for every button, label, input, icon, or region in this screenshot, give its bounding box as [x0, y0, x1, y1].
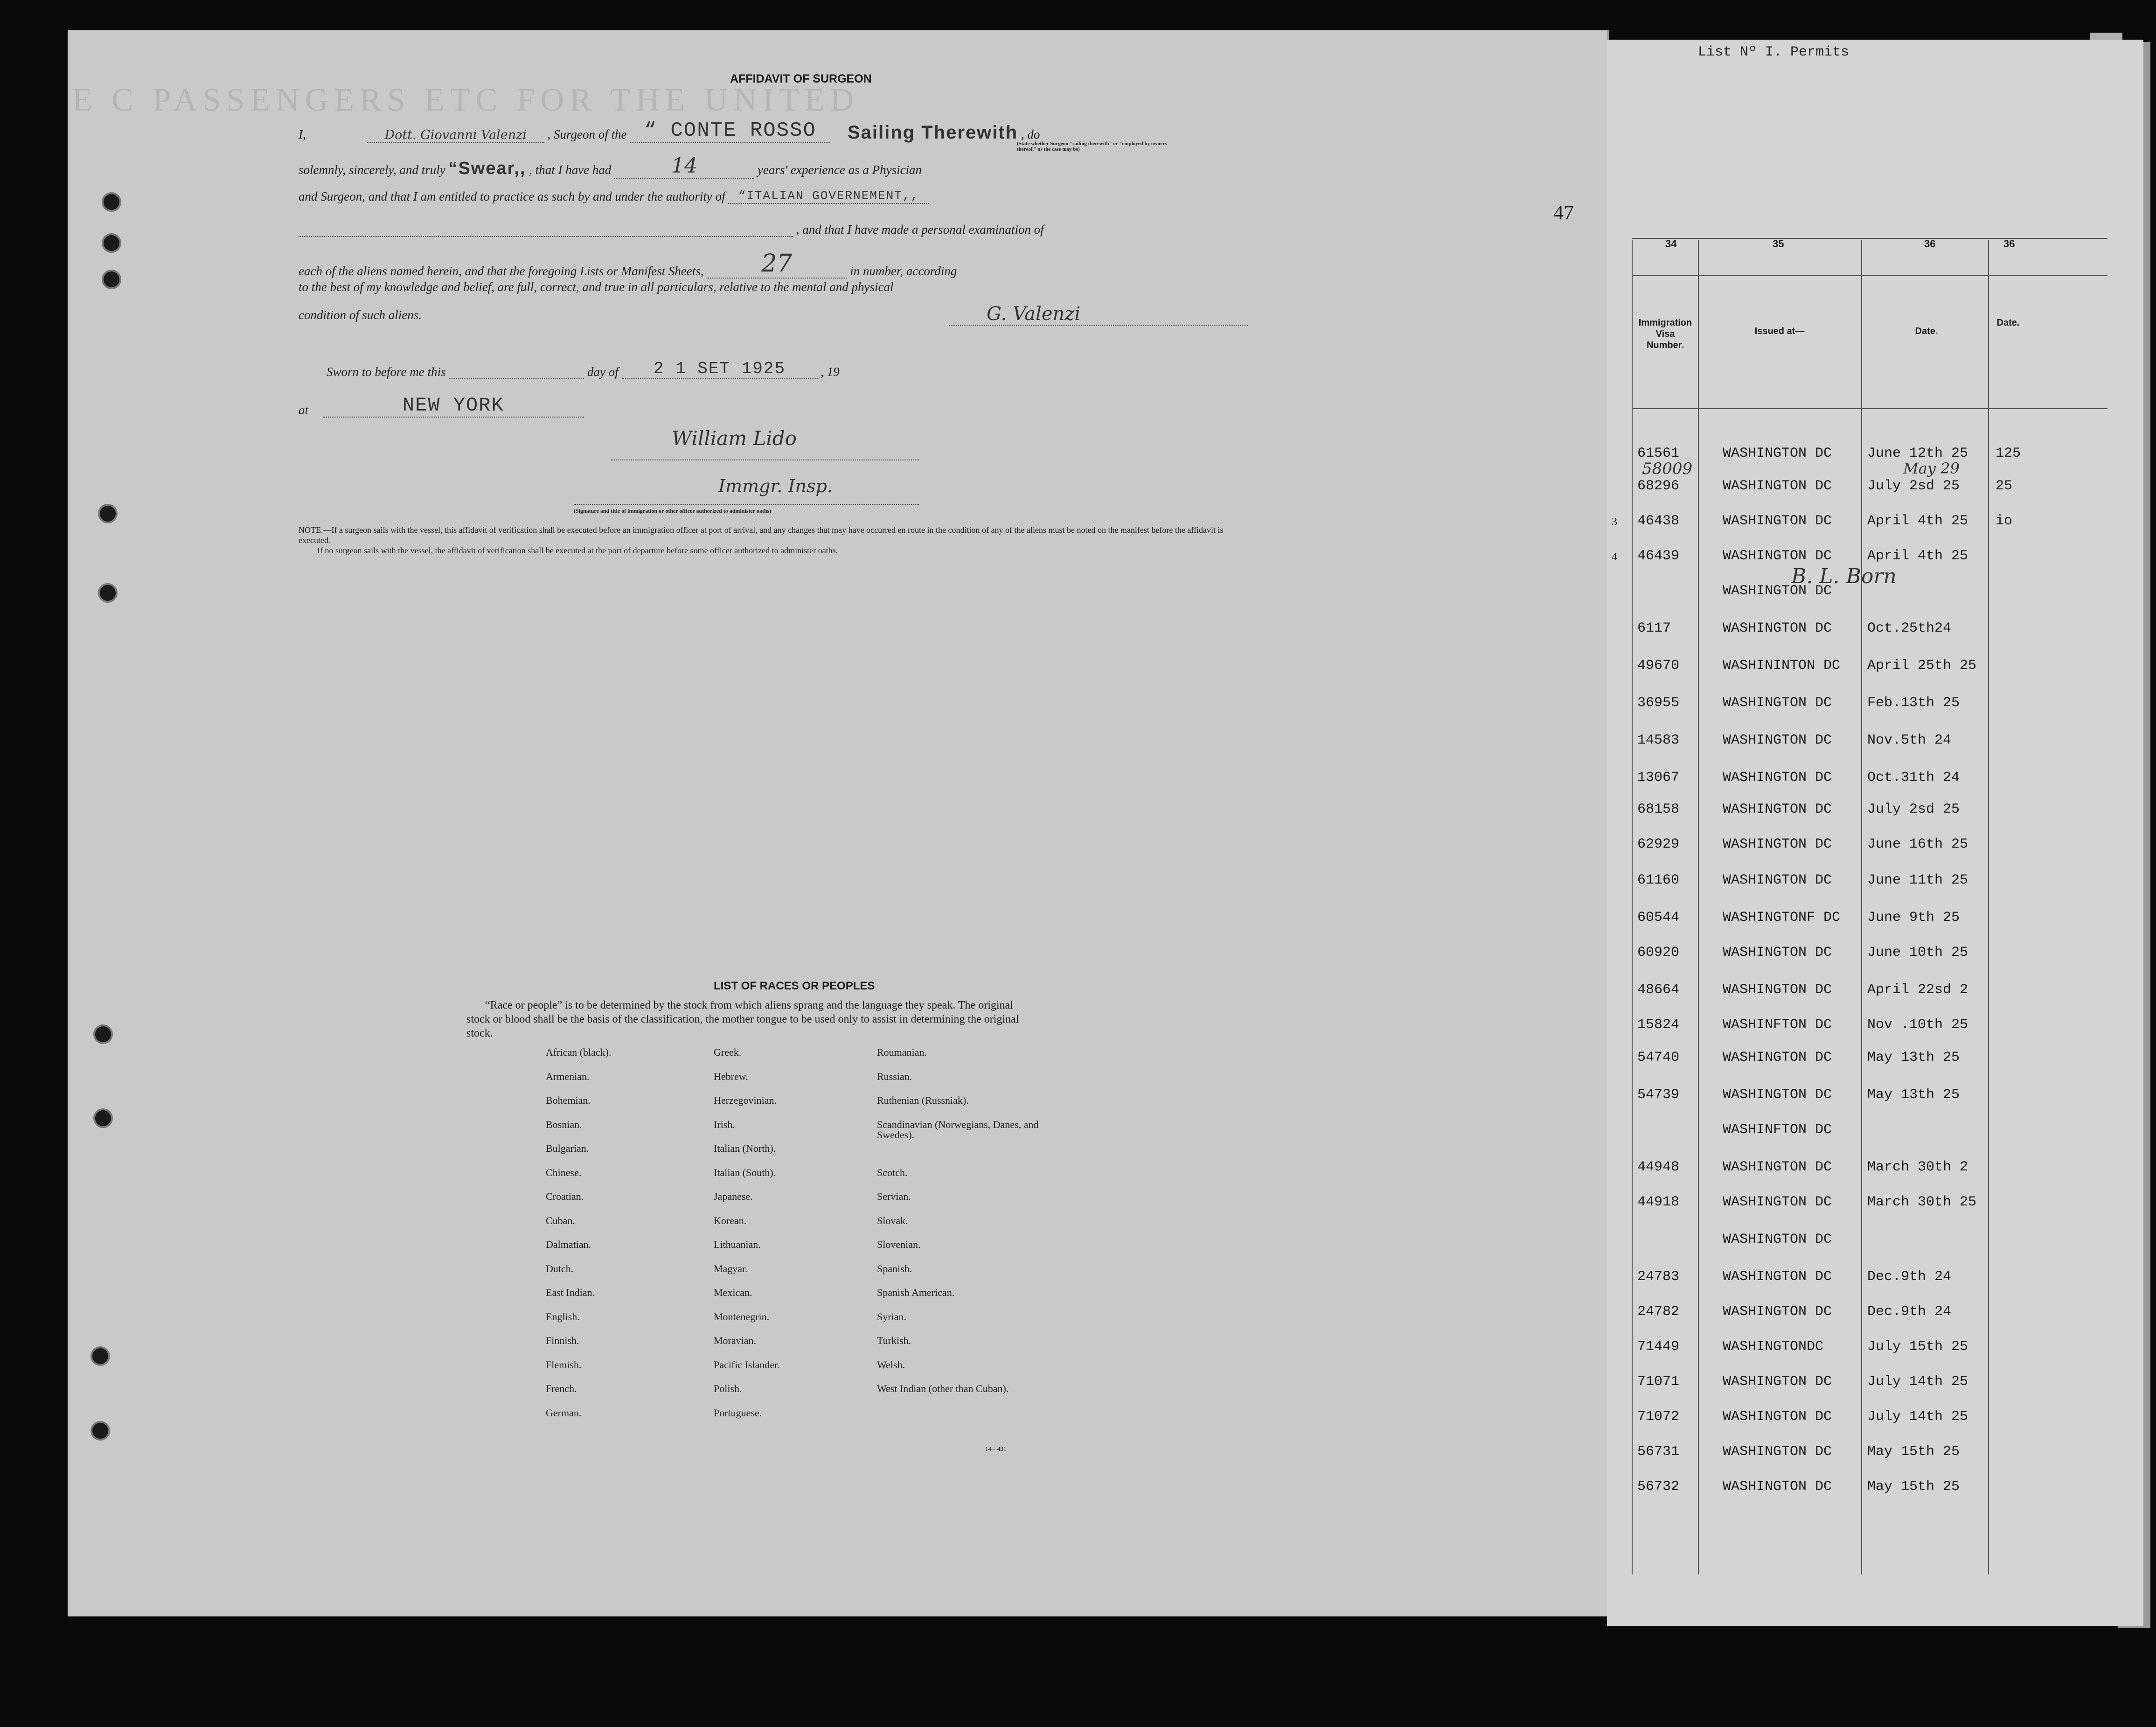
affidavit-note	[299, 525, 1255, 556]
table-row	[1632, 1304, 2145, 1332]
visa-number-cell: 60544	[1637, 910, 1680, 926]
col-number-34: 34	[1665, 238, 1677, 250]
line5-b: in number, according	[850, 264, 957, 278]
visa-number-cell: 61561	[1637, 446, 1680, 461]
table-row	[1632, 1444, 2145, 1472]
race-item: Lithuanian.	[714, 1239, 761, 1250]
col-number-35: 35	[1773, 238, 1784, 250]
punch-hole	[98, 504, 118, 523]
sheets-field: 27	[707, 250, 847, 279]
race-item: Welsh.	[877, 1358, 905, 1371]
date-cell: April 25th 25	[1867, 658, 1977, 674]
issued-at-cell: WASHINFTON DC	[1723, 1017, 1832, 1033]
table-row	[1632, 583, 2145, 611]
place-field: NEW YORK	[323, 394, 584, 418]
punch-hole	[102, 233, 121, 253]
race-item: Scandinavian (Norwegians, Danes, and Swedes).	[877, 1118, 1039, 1141]
table-row	[1632, 910, 2145, 938]
page-number: 47	[1553, 201, 1574, 224]
punch-hole	[90, 1346, 110, 1366]
officer-signature: William Lido	[672, 427, 797, 450]
date-cell: May 15th 25	[1867, 1444, 1960, 1460]
col-header-issued: Issued at—	[1754, 326, 1805, 336]
col-header-date: Date.	[1915, 326, 1938, 336]
visa-number-cell: 71071	[1637, 1374, 1680, 1390]
race-item	[877, 1143, 1054, 1168]
issued-at-cell: WASHINGTON DC	[1723, 548, 1832, 564]
issued-at-cell: WASHINGTON DC	[1723, 945, 1832, 961]
date-cell: July 14th 25	[1867, 1374, 1968, 1390]
issued-at-cell: WASHINGTON DC	[1723, 1159, 1832, 1175]
day-label: day of	[587, 365, 619, 379]
issued-at-cell: WASHINGTON DC	[1723, 583, 1832, 599]
sworn-date-stamp: 2 1 SET 1925	[622, 359, 818, 379]
visa-number-cell: 61160	[1637, 872, 1680, 888]
officer-title: Immgr. Insp.	[718, 476, 833, 496]
issued-at-cell: WASHINGTON DC	[1723, 801, 1832, 817]
note2-text: If no surgeon sails with the vessel, the affidavit of verification shall be executed at the port of departure before some officer authorized to administer oaths.	[317, 546, 838, 555]
header-divider	[1632, 275, 2107, 276]
issued-at-cell: WASHINGTON DC	[1723, 770, 1832, 786]
visa-number-cell: 71072	[1637, 1409, 1680, 1425]
visa-number-cell: 54740	[1637, 1050, 1680, 1065]
race-item: Spanish American.	[877, 1287, 955, 1298]
race-item: Bohemian.	[546, 1094, 591, 1106]
handwritten-margin-number: 58009	[1642, 460, 1693, 478]
date-cell: May 13th 25	[1867, 1050, 1960, 1065]
date-cell: July 15th 25	[1867, 1339, 1968, 1355]
races-column-2	[714, 1047, 854, 1432]
race-item: Japanese.	[714, 1191, 753, 1202]
date-cell: April 22sd 2	[1867, 982, 1968, 998]
issued-at-cell: WASHINGTON DC	[1723, 1232, 1832, 1247]
race-item: African (black).	[546, 1046, 612, 1058]
punch-hole	[90, 1421, 110, 1441]
race-item: German.	[546, 1407, 582, 1419]
races-title: LIST OF RACES OR PEOPLES	[714, 980, 875, 992]
line2-a: solemnly, sincerely, and truly	[299, 163, 445, 177]
race-item: Bulgarian.	[546, 1142, 589, 1154]
table-row	[1632, 548, 2145, 576]
surgeon-signature: G. Valenzi	[949, 303, 1248, 326]
date-cell: Feb.13th 25	[1867, 695, 1960, 711]
issued-at-cell: WASHINGTON DC	[1723, 1304, 1832, 1320]
table-row	[1632, 513, 2145, 541]
issued-at-cell: WASHINGTON DC	[1723, 446, 1832, 461]
table-row	[1632, 1017, 2145, 1045]
visa-number-cell: 56732	[1637, 1479, 1680, 1495]
race-item: Korean.	[714, 1214, 747, 1226]
visa-number-cell: 68158	[1637, 801, 1680, 817]
surgeon-of-label: , Surgeon of the	[547, 127, 627, 141]
date-cell: May 13th 25	[1867, 1087, 1960, 1103]
years-field: 14	[614, 154, 754, 179]
line3-a: and Surgeon, and that I am entitled to practice as such by and under the authority of	[299, 189, 725, 203]
table-row	[1632, 620, 2145, 648]
table-top-border	[1632, 238, 2107, 239]
row-number: 3	[1612, 516, 1617, 528]
date-cell: June 10th 25	[1867, 945, 1968, 961]
visa-number-cell: 44918	[1637, 1194, 1680, 1210]
race-item: Ruthenian (Russniak).	[877, 1094, 969, 1106]
date-cell: July 2sd 25	[1867, 478, 1960, 494]
race-item: Croatian.	[546, 1191, 584, 1202]
sworn-label: Sworn to before me this	[327, 365, 446, 379]
race-item: Mexican.	[714, 1287, 752, 1298]
races-column-1	[546, 1047, 686, 1432]
sailing-note: (State whether Surgeon "sailing therewith" or "employed by owners thereof," as the case may be)	[1017, 141, 1167, 152]
visa-number-cell: 71449	[1637, 1339, 1680, 1355]
table-row	[1632, 872, 2145, 900]
form-code: 14—431	[985, 1445, 1007, 1452]
line4: , and that I have made a personal examination of	[796, 223, 1044, 237]
date-cell: March 30th 25	[1867, 1194, 1977, 1210]
extra-date-cell: 25	[1996, 478, 2013, 494]
race-item: Armenian.	[546, 1070, 590, 1082]
surgeon-name-field: Dott. Giovanni Valenzi	[367, 128, 544, 143]
table-row	[1632, 770, 2145, 798]
table-row	[1632, 1409, 2145, 1437]
visa-number-cell: 60920	[1637, 945, 1680, 961]
col-header-visa: Immigration Visa Number.	[1638, 318, 1692, 350]
race-item: Greek.	[714, 1046, 742, 1058]
visa-number-cell: 62929	[1637, 836, 1680, 852]
race-item: Slovenian.	[877, 1239, 921, 1250]
race-item: Turkish.	[877, 1335, 911, 1346]
race-item: Dalmatian.	[546, 1239, 591, 1250]
date-cell: March 30th 2	[1867, 1159, 1968, 1175]
issued-at-cell: WASHINGTON DC	[1723, 836, 1832, 852]
table-row	[1632, 1159, 2145, 1187]
race-item: English.	[546, 1310, 580, 1323]
date-cell: Nov .10th 25	[1867, 1017, 1968, 1033]
issued-at-cell: WASHINGTON DC	[1723, 1444, 1832, 1460]
date-cell: April 4th 25	[1867, 513, 1968, 529]
do-label: , do	[1021, 127, 1040, 141]
issued-at-cell: WASHINGTON DC	[1723, 695, 1832, 711]
header-bottom-border	[1632, 408, 2107, 409]
table-row	[1632, 1087, 2145, 1115]
punch-hole	[93, 1108, 113, 1128]
race-item: East Indian.	[546, 1287, 595, 1298]
table-row	[1632, 1269, 2145, 1297]
race-item	[877, 1408, 1054, 1432]
at-label: at	[299, 403, 309, 417]
date-cell: Oct.25th24	[1867, 620, 1952, 636]
race-item: West Indian (other than Cuban).	[877, 1383, 1009, 1394]
col-number-36b: 36	[2003, 238, 2015, 250]
visa-number-cell: 46439	[1637, 548, 1680, 564]
date-cell: June 16th 25	[1867, 836, 1968, 852]
line2-b: , that I have had	[529, 163, 612, 177]
race-item: Slovak.	[877, 1214, 908, 1226]
race-item: Polish.	[714, 1383, 742, 1394]
visa-number-cell: 49670	[1637, 658, 1680, 674]
line7: condition of such aliens.	[299, 308, 422, 322]
visa-number-cell: 24782	[1637, 1304, 1680, 1320]
table-row	[1632, 1194, 2145, 1222]
table-row	[1632, 658, 2145, 686]
race-item: Portuguese.	[714, 1407, 762, 1419]
issued-at-cell: WASHINGTONDC	[1723, 1339, 1824, 1355]
issued-at-cell: WASHINGTON DC	[1723, 1050, 1832, 1065]
table-row	[1632, 478, 2145, 506]
visa-number-cell: 44948	[1637, 1159, 1680, 1175]
extra-date-cell: io	[1996, 513, 2013, 529]
race-item: Cuban.	[546, 1214, 575, 1226]
race-item: Syrian.	[877, 1310, 906, 1323]
date-cell: June 12th 25	[1867, 446, 1968, 461]
issued-at-cell: WASHINGTON DC	[1723, 513, 1832, 529]
table-row	[1632, 945, 2145, 973]
i-label: I,	[299, 127, 306, 141]
visa-number-cell: 15824	[1637, 1017, 1680, 1033]
races-intro: “Race or people” is to be determined by the stock from which aliens sprang and the language they speak. The original stock or blood shall be the basis of the classification, the mother tongue to be used only to assist in determining the original stock.	[466, 999, 1019, 1039]
visa-number-cell: 68296	[1637, 478, 1680, 494]
issued-at-cell: WASHINGTON DC	[1723, 1374, 1832, 1390]
visa-number-cell: 56731	[1637, 1444, 1680, 1460]
table-row	[1632, 1339, 2145, 1367]
oath-stamp: “Swear,,	[448, 159, 526, 178]
note-text: NOTE.—If a surgeon sails with the vessel, this affidavit of verification shall be executed before an immigration officer at port of arrival, and any changes that may have occurred en route in the condition of any of the aliens must be noted on the manifest before the affidavit is executed.	[299, 525, 1224, 545]
punch-hole	[93, 1024, 113, 1044]
races-column-3	[877, 1047, 1054, 1432]
race-item: French.	[546, 1383, 577, 1394]
vessel-field: “ CONTE ROSSO	[630, 119, 830, 143]
issued-at-cell: WASHINGTON DC	[1723, 872, 1832, 888]
race-item: Magyar.	[714, 1262, 748, 1274]
visa-number-cell: 54739	[1637, 1087, 1680, 1103]
issued-at-cell: WASHINGTON DC	[1723, 1269, 1832, 1285]
sworn-day-field	[449, 364, 584, 379]
table-row	[1632, 1122, 2145, 1150]
handwritten-date: May 29	[1903, 460, 1960, 477]
officer-caption: (Signature and title of immigration or other officer authorized to administer oaths)	[574, 508, 772, 514]
race-item: Servian.	[877, 1191, 911, 1202]
date-cell: June 11th 25	[1867, 872, 1968, 888]
visa-number-cell: 46438	[1637, 513, 1680, 529]
bleed-through-text: E C PASSENGERS ETC FOR THE UNITED	[72, 82, 860, 118]
table-row	[1632, 982, 2145, 1010]
table-row	[1632, 1374, 2145, 1402]
date-cell: April 4th 25	[1867, 548, 1968, 564]
table-row	[1632, 695, 2145, 723]
race-item: Moravian.	[714, 1335, 757, 1346]
punch-hole	[98, 583, 118, 603]
race-item: Spanish.	[877, 1262, 912, 1274]
race-item: Flemish.	[546, 1358, 582, 1371]
affidavit-title: AFFIDAVIT OF SURGEON	[730, 72, 872, 85]
year-label: , 19	[821, 365, 840, 379]
race-item: Dutch.	[546, 1262, 574, 1274]
race-item: Chinese.	[546, 1166, 582, 1178]
col-number-36: 36	[1924, 238, 1936, 250]
line2-c: years' experience as a Physician	[757, 163, 922, 177]
line6: to the best of my knowledge and belief, are full, correct, and true in all particulars, relative to the mental and physical	[299, 280, 894, 294]
table-row	[1632, 1232, 2145, 1260]
list-title: List Nº I. Permits	[1698, 44, 1850, 60]
race-item: Finnish.	[546, 1335, 579, 1346]
date-cell: Dec.9th 24	[1867, 1304, 1952, 1320]
date-cell: Oct.31th 24	[1867, 770, 1960, 786]
handwritten-note: B. L. Born	[1791, 564, 1897, 588]
table-row	[1632, 1479, 2145, 1507]
officer-title-line	[574, 504, 919, 505]
visa-number-cell: 36955	[1637, 695, 1680, 711]
row-number: 4	[1612, 551, 1617, 563]
table-row	[1632, 836, 2145, 864]
issued-at-cell: WASHINGTON DC	[1723, 1194, 1832, 1210]
extra-date-cell: 125	[1996, 446, 2021, 461]
punch-hole	[102, 270, 121, 289]
race-item: Hebrew.	[714, 1070, 748, 1082]
race-item: Montenegrin.	[714, 1310, 770, 1323]
visa-number-cell: 14583	[1637, 732, 1680, 748]
issued-at-cell: WASHINGTON DC	[1723, 1087, 1832, 1103]
col-header-date-2: Date.	[1996, 318, 2020, 328]
race-item: Roumanian.	[877, 1046, 927, 1058]
date-cell: June 9th 25	[1867, 910, 1960, 926]
authority-field: “ITALIAN GOVERNEMENT,,	[728, 189, 929, 204]
race-item: Scotch.	[877, 1166, 908, 1178]
table-row	[1632, 801, 2145, 829]
sailing-stamp: Sailing Therewith	[847, 122, 1018, 143]
punch-hole	[102, 192, 121, 212]
race-item: Irish.	[714, 1118, 735, 1130]
issued-at-cell: WASHINGTON DC	[1723, 982, 1832, 998]
issued-at-cell: WASHININTON DC	[1723, 658, 1841, 674]
issued-at-cell: WASHINGTON DC	[1723, 1409, 1832, 1425]
race-item: Herzegovinian.	[714, 1094, 777, 1106]
issued-at-cell: WASHINGTON DC	[1723, 732, 1832, 748]
table-row	[1632, 446, 2145, 474]
line5-a: each of the aliens named herein, and that the foregoing Lists or Manifest Sheets,	[299, 264, 704, 278]
visa-number-cell: 24783	[1637, 1269, 1680, 1285]
race-item: Bosnian.	[546, 1118, 582, 1130]
date-cell: Dec.9th 24	[1867, 1269, 1952, 1285]
table-row	[1632, 1050, 2145, 1078]
issued-at-cell: WASHINFTON DC	[1723, 1122, 1832, 1138]
race-item: Pacific Islander.	[714, 1358, 780, 1371]
date-cell: July 14th 25	[1867, 1409, 1968, 1425]
issued-at-cell: WASHINGTON DC	[1723, 1479, 1832, 1495]
issued-at-cell: WASHINGTONF DC	[1723, 910, 1841, 926]
visa-number-cell: 13067	[1637, 770, 1680, 786]
race-item: Russian.	[877, 1070, 912, 1082]
race-item: Italian (South).	[714, 1166, 776, 1178]
visa-number-cell: 48664	[1637, 982, 1680, 998]
date-cell: Nov.5th 24	[1867, 732, 1952, 748]
table-row	[1632, 732, 2145, 760]
visa-number-cell: 6117	[1637, 620, 1671, 636]
date-cell: July 2sd 25	[1867, 801, 1960, 817]
date-cell: May 15th 25	[1867, 1479, 1960, 1495]
issued-at-cell: WASHINGTON DC	[1723, 478, 1832, 494]
race-item: Italian (North).	[714, 1142, 776, 1154]
issued-at-cell: WASHINGTON DC	[1723, 620, 1832, 636]
blank-field	[299, 222, 793, 237]
